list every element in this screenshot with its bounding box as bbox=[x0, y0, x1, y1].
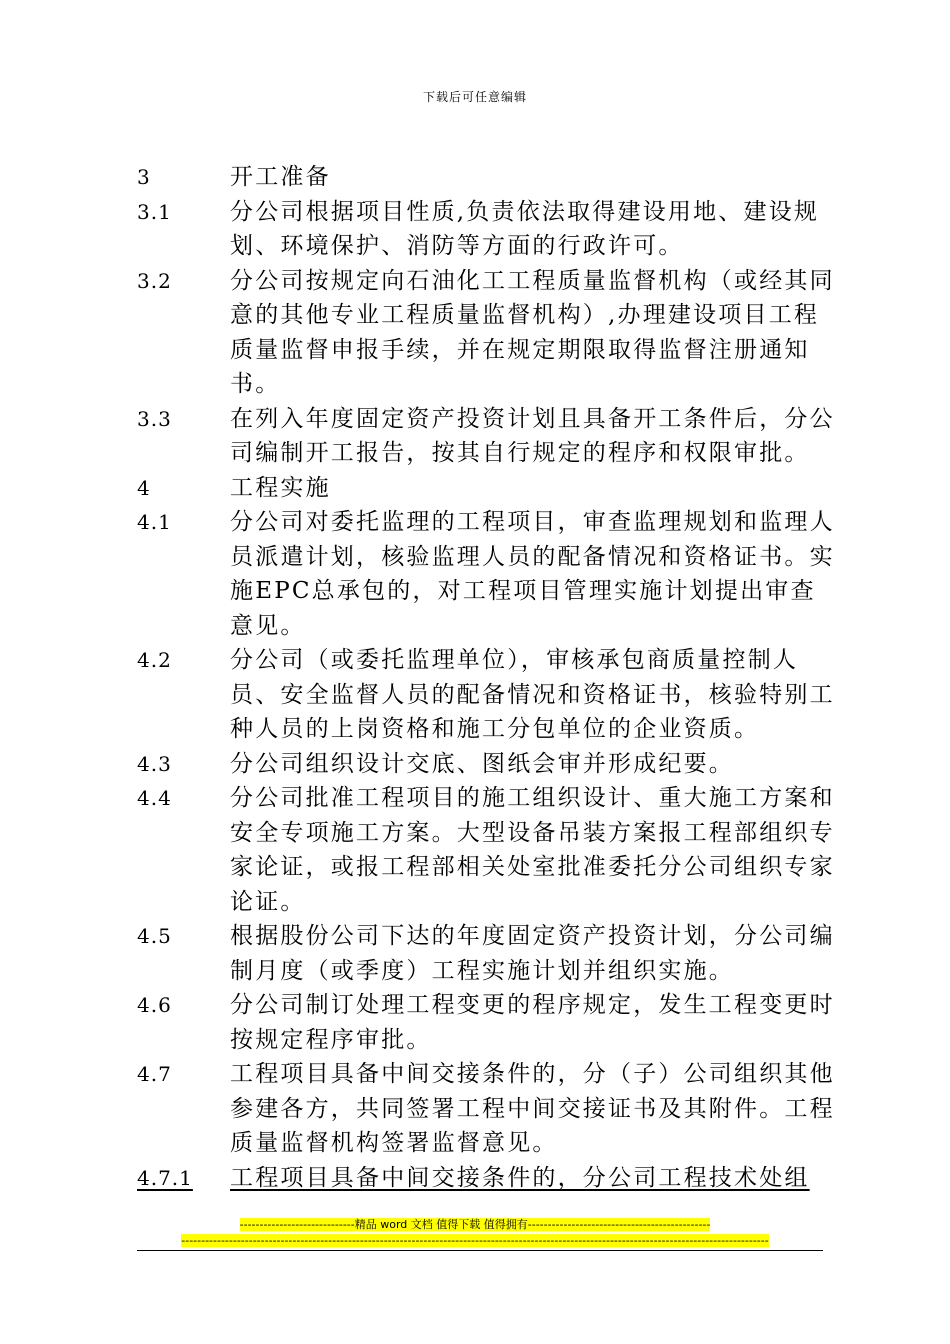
document-body bbox=[137, 160, 837, 1195]
section-number: 4.2 bbox=[137, 648, 172, 672]
section-text: 分公司根据项目性质,负责依法取得建设用地、建设规划、环境保护、消防等方面的行政许可。 bbox=[230, 198, 820, 259]
section-4-7-1 bbox=[137, 1161, 837, 1196]
section-number: 3 bbox=[137, 165, 151, 189]
section-number: 4.3 bbox=[137, 751, 172, 776]
section-text: 分公司对委托监理的工程项目，审查监理规划和监理人员派遣计划，核验监理人员的配备情况和资格证书。实施EPC总承包的，对工程项目管理实施计划提出审查意见。 bbox=[230, 509, 835, 639]
section-text: 根据股份公司下达的年度固定资产投资计划，分公司编制月度（或季度）工程实施计划并组织实施。 bbox=[230, 923, 835, 984]
section-text: 分公司批准工程项目的施工组织设计、重大施工方案和安全专项施工方案。大型设备吊装方案报工程部组织专家论证，或报工程部相关处室批准委托分公司组织专家论证。 bbox=[230, 785, 835, 915]
section-3-3 bbox=[137, 402, 837, 471]
page-header: 下载后可任意编辑 bbox=[422, 90, 527, 104]
section-text: 分公司制订处理工程变更的程序规定，发生工程变更时按规定程序审批。 bbox=[230, 992, 835, 1053]
section-text: 工程项目具备中间交接条件的，分公司工程技术处组 bbox=[230, 1164, 810, 1191]
section-number: 4.6 bbox=[137, 993, 172, 1017]
section-3-1 bbox=[137, 195, 837, 264]
section-number: 3.1 bbox=[137, 199, 172, 224]
section-number: 4 bbox=[137, 475, 151, 500]
section-text: 分公司组织设计交底、图纸会审并形成纪要。 bbox=[230, 750, 734, 777]
section-4-4 bbox=[137, 781, 837, 919]
section-4-5 bbox=[137, 919, 837, 988]
section-4-2 bbox=[137, 643, 837, 747]
section-number: 4.5 bbox=[137, 924, 172, 948]
section-number: 3.2 bbox=[137, 268, 172, 293]
footer-watermark-text: -----------------------------精品 word 文档 值得下载 值得拥有---------------------------------------------- bbox=[239, 1218, 711, 1231]
footer-dash-line bbox=[0, 1234, 950, 1247]
footer-watermark-line bbox=[0, 1216, 950, 1232]
section-text: 开工准备 bbox=[230, 164, 331, 190]
section-text: 工程实施 bbox=[230, 474, 331, 501]
section-text: 分公司按规定向石油化工工程质量监督机构（或经其同意的其他专业工程质量监督机构）,办理建设项目工程质量监督申报手续，并在规定期限取得监督注册通知书。 bbox=[230, 267, 835, 397]
section-number: 4.7.1 bbox=[137, 1165, 193, 1190]
section-4-3 bbox=[137, 747, 837, 782]
section-text: 工程项目具备中间交接条件的，分（子）公司组织其他参建各方，共同签署工程中间交接证书及其附件。工程质量监督机构签署监督意见。 bbox=[230, 1061, 835, 1156]
section-number: 4.1 bbox=[137, 510, 172, 534]
section-text: 分公司（或委托监理单位），审核承包商质量控制人员、安全监督人员的配备情况和资格证书，核验特别工种人员的上岗资格和施工分包单位的企业资质。 bbox=[230, 647, 835, 742]
section-4-6 bbox=[137, 988, 837, 1057]
section-4 bbox=[137, 471, 837, 506]
section-3-2 bbox=[137, 264, 837, 402]
section-number: 4.7 bbox=[137, 1062, 172, 1086]
section-3 bbox=[137, 160, 837, 195]
footer-dash-text: ---------------------------------------------------------------------------------------------------------------------------------------------------- bbox=[181, 1234, 769, 1247]
section-number: 4.4 bbox=[137, 786, 172, 810]
section-text: 在列入年度固定资产投资计划且具备开工条件后，分公司编制开工报告，按其自行规定的程序和权限审批。 bbox=[230, 405, 835, 466]
footer-divider bbox=[137, 1250, 823, 1251]
section-4-1 bbox=[137, 505, 837, 643]
section-number: 3.3 bbox=[137, 406, 172, 431]
section-4-7 bbox=[137, 1057, 837, 1161]
